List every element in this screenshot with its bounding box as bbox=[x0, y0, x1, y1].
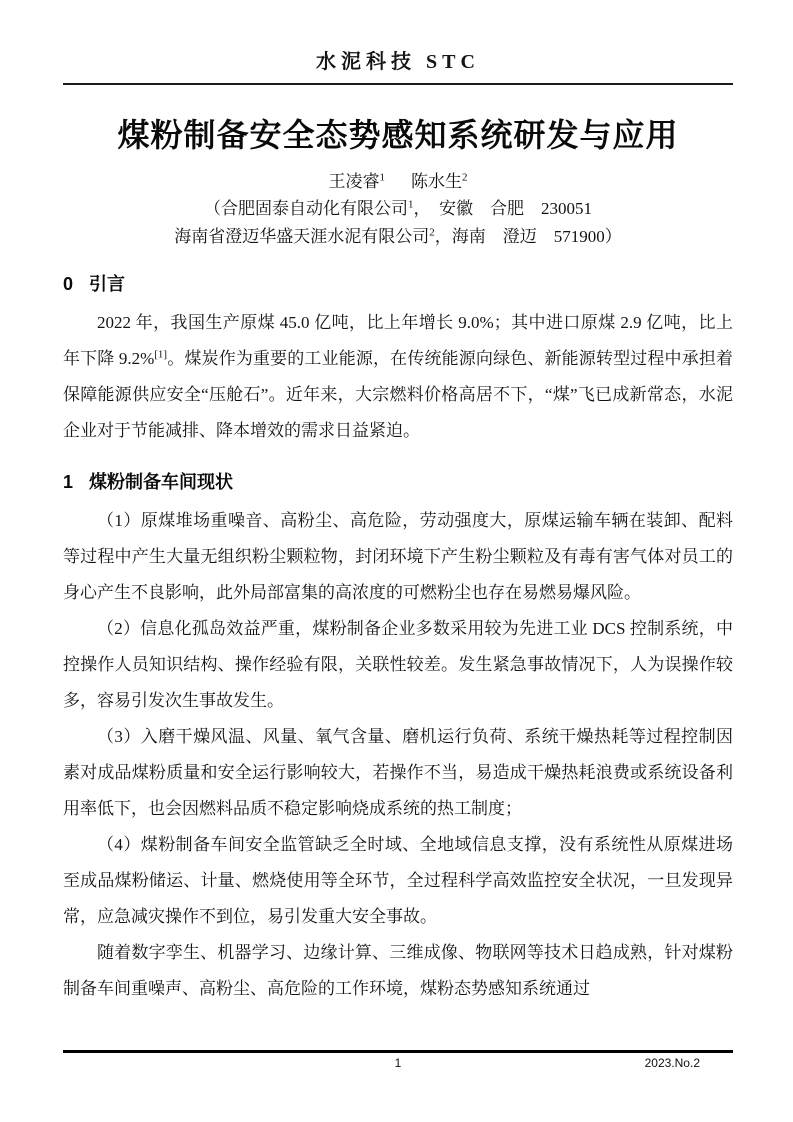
affiliation-line-2 bbox=[63, 223, 733, 251]
intro-paragraph bbox=[63, 305, 733, 449]
article-title: 煤粉制备安全态势感知系统研发与应用 bbox=[117, 117, 679, 153]
affiliation-2-superscript: 2 bbox=[429, 226, 435, 239]
affiliation-2-location: ，海南 澄迈 571900） bbox=[434, 227, 622, 246]
page-footer bbox=[63, 1056, 733, 1070]
page-content bbox=[0, 45, 793, 1007]
author-2-superscript: 2 bbox=[462, 171, 468, 184]
affiliation-1-superscript: 1 bbox=[408, 198, 414, 211]
author-2-name: 陈水生 bbox=[411, 172, 462, 191]
affiliation-line-1 bbox=[63, 195, 733, 223]
paragraph-item-3: （3）入磨干燥风温、风量、氧气含量、磨机运行负荷、系统干燥热耗等过程控制因素对成品煤粉质量和安全运行影响较大，若操作不当，易造成干燥热耗浪费或系统设备利用率低下，也会因燃料品质不稳定影响烧成系统的热工制度； bbox=[63, 727, 733, 818]
affiliation-1-text: （合肥固泰自动化有限公司 bbox=[204, 199, 408, 218]
paragraph-item-4: （4）煤粉制备车间安全监管缺乏全时域、全地域信息支撑，没有系统性从原煤进场至成品煤粉储运、计量、燃烧使用等全环节，全过程科学高效监控安全状况，一旦发现异常，应急减灾操作不到位，易引发重大安全事故。 bbox=[63, 835, 733, 926]
section-1-title: 煤粉制备车间现状 bbox=[89, 472, 234, 492]
footer-rule bbox=[63, 1050, 733, 1053]
section-0-heading bbox=[63, 269, 733, 299]
issue-number: 2023.No.2 bbox=[644, 1056, 700, 1070]
section-0-number: 0 bbox=[63, 274, 74, 294]
header-rule bbox=[63, 83, 733, 85]
closing-paragraph: 随着数字孪生、机器学习、边缘计算、三维成像、物联网等技术日趋成熟，针对煤粉制备车间重噪声、高粉尘、高危险的工作环境，煤粉态势感知系统通过 bbox=[63, 943, 733, 998]
paragraph-item-2: （2）信息化孤岛效益严重，煤粉制备企业多数采用较为先进工业 DCS 控制系统，中控操作人员知识结构、操作经验有限，关联性较差。发生紧急事故情况下，人为误操作较多，容易引发次生事故发生。 bbox=[63, 619, 733, 710]
paragraph-item-1: （1）原煤堆场重噪音、高粉尘、高危险，劳动强度大，原煤运输车辆在装卸、配料等过程中产生大量无组织粉尘颗粒物，封闭环境下产生粉尘颗粒及有毒有害气体对员工的身心产生不良影响，此外局部富集的高浓度的可燃粉尘也存在易燃易爆风险。 bbox=[63, 511, 733, 602]
intro-text-before-ref: 2022 年，我国生产原煤 45.0 亿吨，比上年增长 9.0%；其中进口原煤 2.9 亿吨，比上年下降 9.2% bbox=[63, 313, 733, 368]
journal-name: 水泥科技 STC bbox=[316, 51, 480, 73]
author-2 bbox=[411, 172, 468, 191]
affiliation-2-text: 海南省澄迈华盛天涯水泥有限公司 bbox=[174, 227, 430, 246]
reference-marker-1: [1] bbox=[154, 348, 168, 361]
affiliations-block bbox=[63, 195, 733, 251]
section-1-number: 1 bbox=[63, 472, 74, 492]
author-1-name: 王凌睿 bbox=[328, 172, 380, 191]
affiliation-1-location: ， 安徽 合肥 230051 bbox=[413, 199, 592, 218]
section-0-title: 引言 bbox=[89, 274, 126, 294]
author-1-superscript: 1 bbox=[379, 171, 385, 184]
section-1-heading bbox=[63, 467, 733, 497]
author-1 bbox=[329, 172, 386, 191]
intro-text-after-ref: 。煤炭作为重要的工业能源，在传统能源向绿色、新能源转型过程中承担着保障能源供应安全“压舱石”。近年来，大宗燃料价格高居不下，“煤”飞已成新常态，水泥企业对于节能减排、降本增效的需求日益紧迫。 bbox=[63, 349, 733, 440]
author-line bbox=[63, 169, 733, 195]
page-number: 1 bbox=[394, 1056, 402, 1070]
